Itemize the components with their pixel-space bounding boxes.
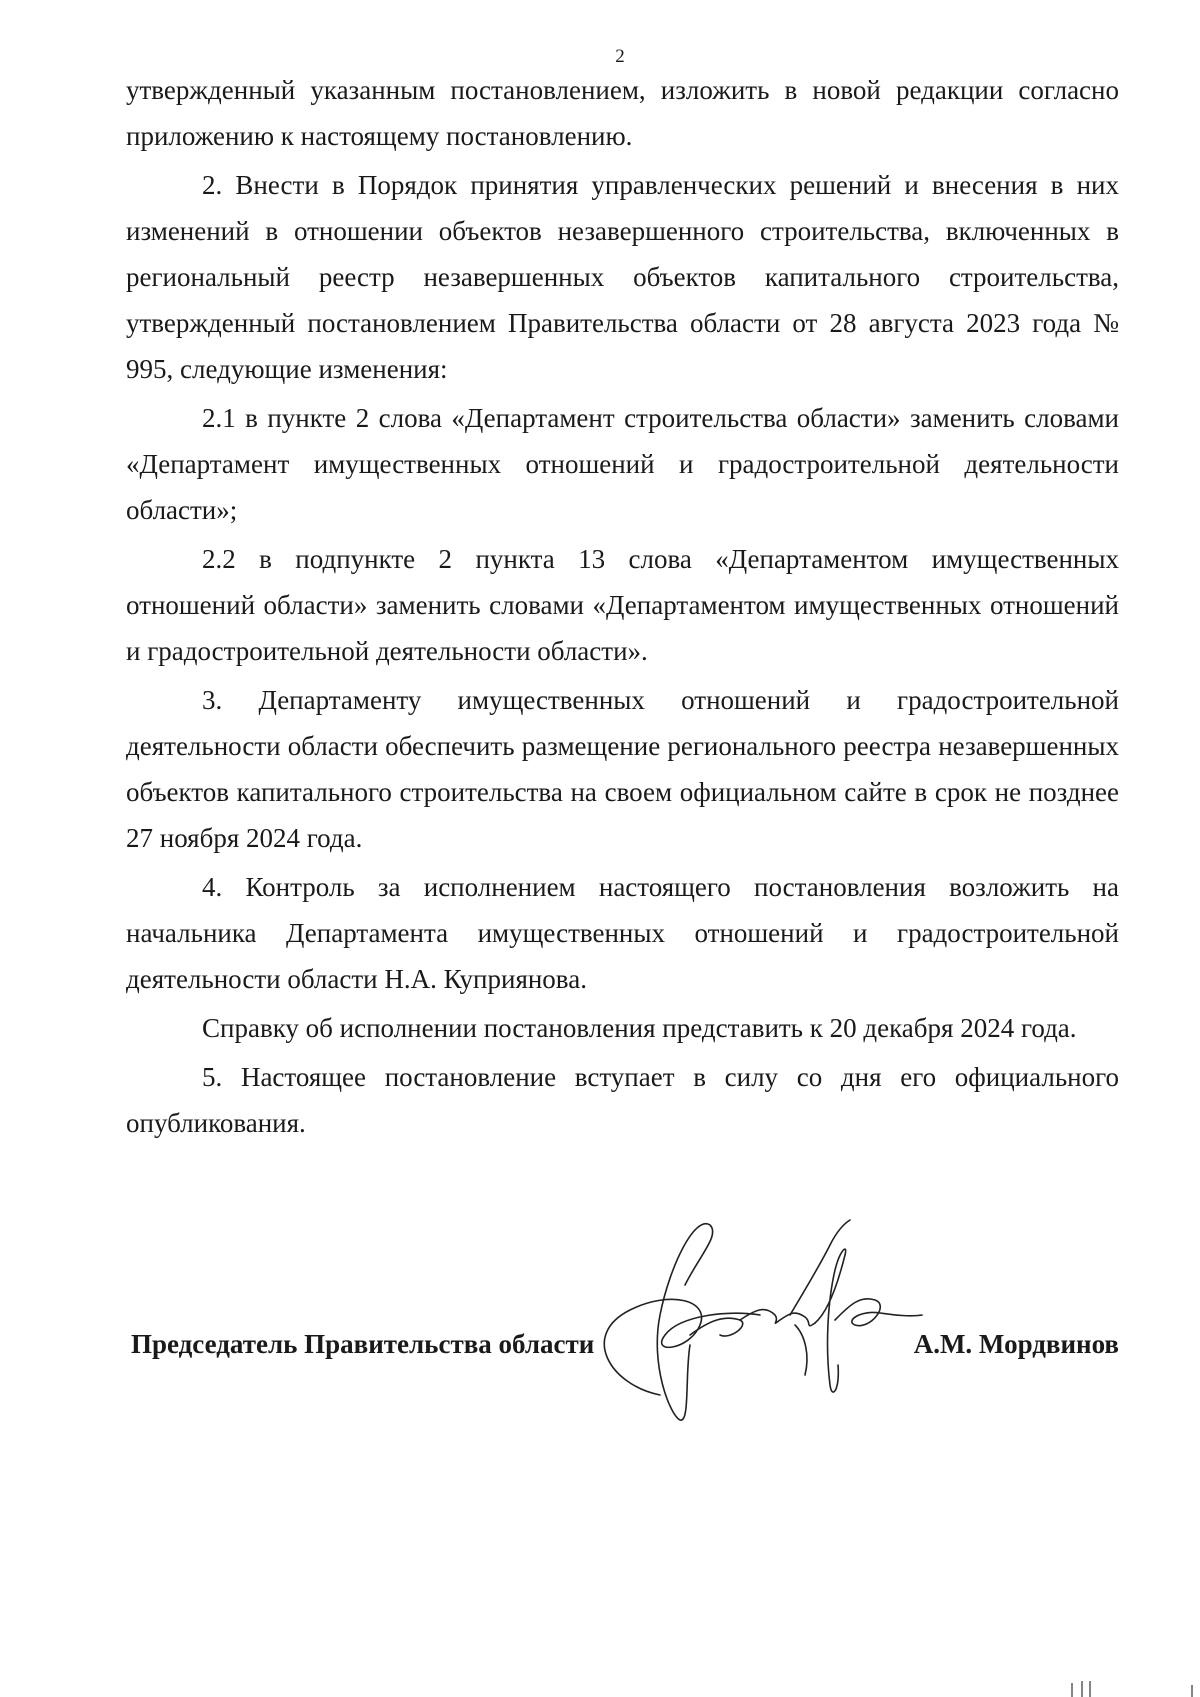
- signatory-name: А.М. Мордвинов: [913, 1329, 1119, 1359]
- document-body: [126, 67, 1119, 1146]
- scan-edge-marks: [1060, 1677, 1200, 1697]
- paragraph-item-3: 3. Департаменту имущественных отношений и градостроительной деятельности области обеспечить размещение регионального реестра незавершенных объектов капитального строительства на своем официальном сайте в срок не позднее 27 ноября 2024 года.: [126, 685, 1119, 853]
- paragraph-item-2-1: 2.1 в пункте 2 слова «Департамент строительства области» заменить словами «Департамент имущественных отношений и градостроительной деятельности области»;: [126, 403, 1119, 525]
- paragraph-item-4: 4. Контроль за исполнением настоящего постановления возложить на начальника Департамента имущественных отношений и градостроительной деятельности области Н.А. Куприянова.: [126, 872, 1119, 994]
- page-number: 2: [615, 46, 625, 67]
- paragraph-item-2-2: 2.2 в подпункте 2 пункта 13 слова «Департаментом имущественных отношений области» заменить словами «Департаментом имущественных отношений и градостроительной деятельности области».: [126, 544, 1119, 666]
- paragraph-report-note: Справку об исполнении постановления представить к 20 декабря 2024 года.: [202, 1013, 1077, 1043]
- handwritten-signature: [590, 1215, 930, 1425]
- paragraph-continuation: утвержденный указанным постановлением, изложить в новой редакции согласно приложению к настоящему постановлению.: [126, 75, 1119, 151]
- paragraph-item-2: 2. Внести в Порядок принятия управленческих решений и внесения в них изменений в отношении объектов незавершенного строительства, включенных в региональный реестр незавершенных объектов капитального строительства, утвержденный постановлением Правительства области от 28 августа 2023 года № 995, следующие изменения:: [126, 170, 1119, 384]
- paragraph-item-5: 5. Настоящее постановление вступает в силу со дня его официального опубликования.: [126, 1062, 1119, 1138]
- signatory-position: Председатель Правительства области: [131, 1329, 595, 1359]
